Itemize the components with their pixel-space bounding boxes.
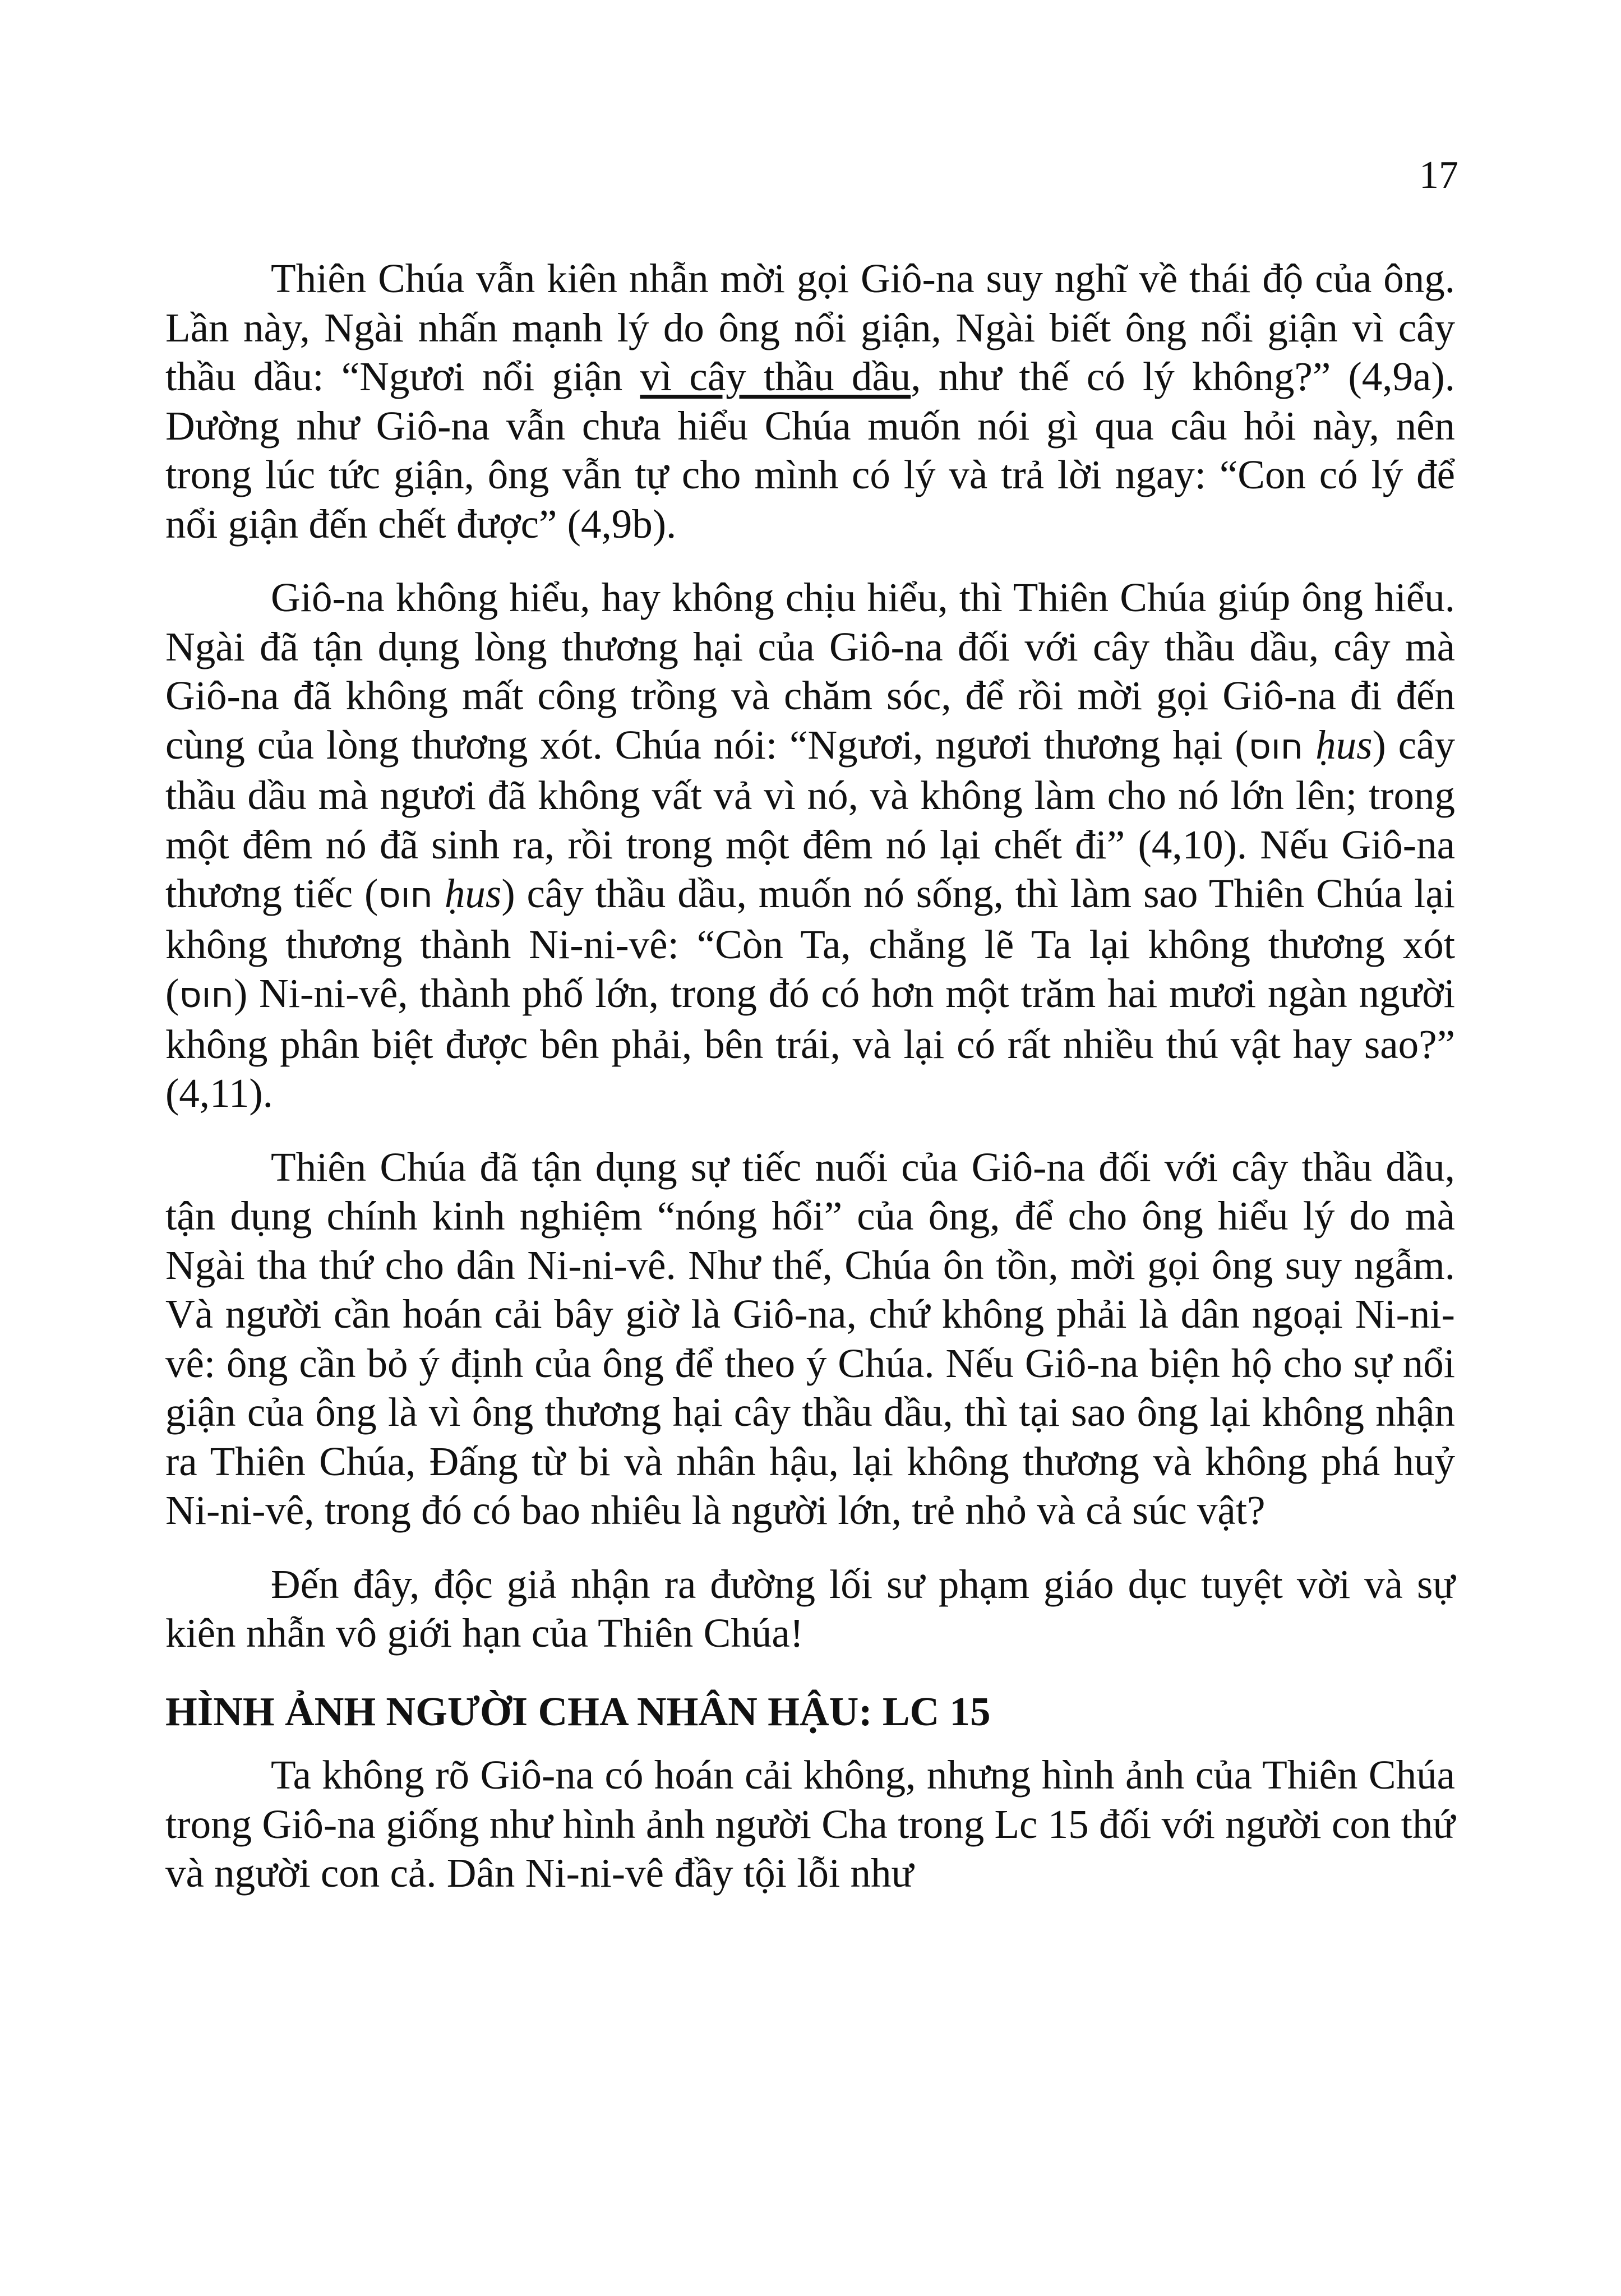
underlined-phrase: vì cây thầu dầu xyxy=(640,354,911,399)
paragraph-2 xyxy=(165,573,1455,1118)
paragraph-2-text-a: Giô-na không hiểu, hay không chịu hiểu, thì Thiên Chúa giúp ông hiểu. Ngài đã tận dụng lòng thương hại của Giô-na đối với cây thầu dầu, cây mà Giô-na đã không mất công trồng và chăm sóc, để rồi mời gọi Giô-na đi đến cùng của lòng thương xót. Chúa nói: “Ngươi, ngươi thương hại ( xyxy=(165,575,1455,768)
body-text xyxy=(165,254,1455,1898)
paragraph-4: Đến đây, độc giả nhận ra đường lối sư phạm giáo dục tuyệt vời và sự kiên nhẫn vô giới hạn của Thiên Chúa! xyxy=(165,1561,1455,1656)
hebrew-word: חוס xyxy=(1248,726,1304,767)
paragraph-1-text-b: , như thế có lý không?” (4,9a). Dường như Giô-na vẫn chưa hiểu Chúa muốn nói gì qua câu hỏi này, nên trong lúc tức giận, ông vẫn tự cho mình có lý và trả lời ngay: “Con có lý để nổi giận đến chết được” (4,9b). xyxy=(165,354,1455,547)
transliteration: ḥus xyxy=(1315,722,1373,768)
paragraph-2-text-d: ) Ni-ni-vê, thành phố lớn, trong đó có hơn một trăm hai mươi ngàn người không phân biệt được bên phải, bên trái, và lại có rất nhiều thú vật hay sao?” (4,11). xyxy=(165,971,1455,1116)
paragraph-1 xyxy=(165,254,1455,548)
hebrew-word: חוס xyxy=(378,875,433,916)
transliteration: ḥus xyxy=(444,871,502,916)
page-number: 17 xyxy=(1419,154,1458,197)
paragraph-2-text-c: ) cây thầu dầu, muốn nó sống, thì làm sao Thiên Chúa lại không thương thành Ni-ni-vê: “Còn Ta, chẳng lẽ Ta lại không thương xót ( xyxy=(165,871,1456,1016)
hebrew-word: חוס xyxy=(179,974,234,1015)
paragraph-2-text-b: ) cây thầu dầu mà ngươi đã không vất vả vì nó, và không làm cho nó lớn lên; trong một đêm nó đã sinh ra, rồi trong một đêm nó lại chết đi” (4,10). Nếu Giô-na thương tiếc ( xyxy=(165,722,1455,916)
section-heading: HÌNH ẢNH NGƯỜI CHA NHÂN HẬU: LC 15 xyxy=(165,1688,991,1734)
paragraph-1-text-a: Thiên Chúa vẫn kiên nhẫn mời gọi Giô-na suy nghĩ về thái độ của ông. Lần này, Ngài nhấn mạnh lý do ông nổi giận, Ngài biết ông nổi giận vì cây thầu dầu: “Ngươi nổi giận xyxy=(165,256,1455,399)
paragraph-5: Ta không rõ Giô-na có hoán cải không, nhưng hình ảnh của Thiên Chúa trong Giô-na giống như hình ảnh người Cha trong Lc 15 đối với người con thứ và người con cả. Dân Ni-ni-vê đầy tội lỗi như xyxy=(165,1752,1455,1896)
paragraph-3: Thiên Chúa đã tận dụng sự tiếc nuối của Giô-na đối với cây thầu dầu, tận dụng chính kinh nghiệm “nóng hổi” của ông, để cho ông hiểu lý do mà Ngài tha thứ cho dân Ni-ni-vê. Như thế, Chúa ôn tồn, mời gọi ông suy ngẫm. Và người cần hoán cải bây giờ là Giô-na, chứ không phải là dân ngoại Ni-ni-vê: ông cần bỏ ý định của ông để theo ý Chúa. Nếu Giô-na biện hộ cho sự nổi giận của ông là vì ông thương hại cây thầu dầu, thì tại sao ông lại không nhận ra Thiên Chúa, Đấng từ bi và nhân hậu, lại không thương và không phá huỷ Ni-ni-vê, trong đó có bao nhiêu là người lớn, trẻ nhỏ và cả súc vật? xyxy=(165,1144,1455,1533)
